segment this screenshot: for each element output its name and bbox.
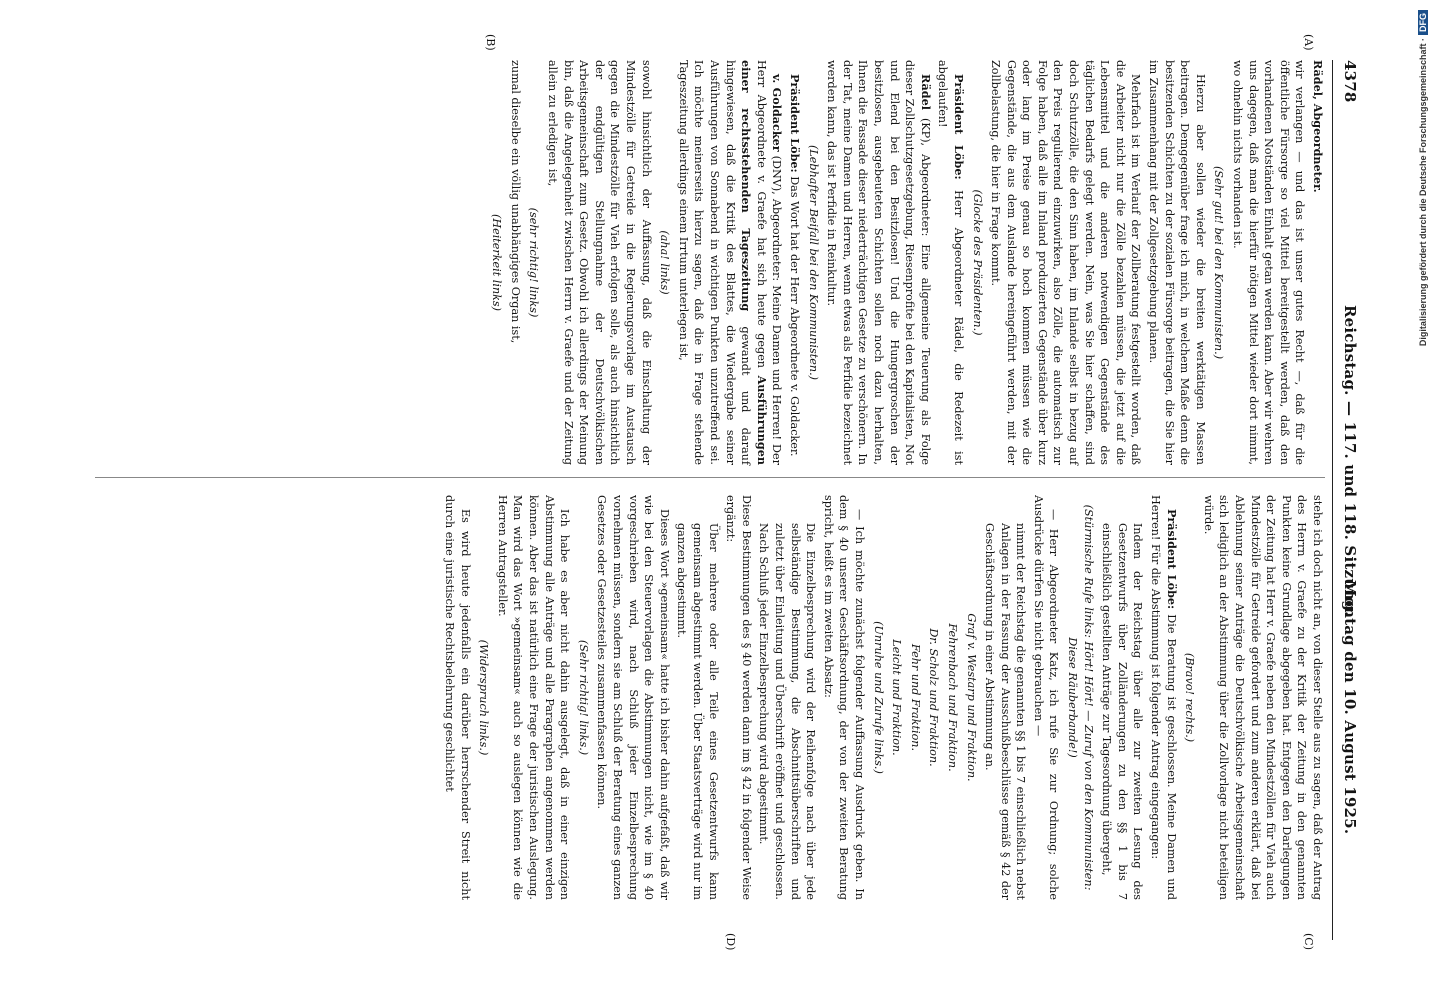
paragraph: wir verlangen — und das ist unser gutes Recht —, daß für die öffentliche Fürsorge so viel Mittel bereitgestellt werden, daß den vorhandenen Notständen Einhalt getan werden kann. Aber wir wehren uns dagegen, daß man die hierfür nötigen Mittel wieder dort nimmt, wo ohnehin nichts vorhanden ist.	[1231, 60, 1307, 465]
speaker-name: Rädel	[918, 74, 933, 110]
interjection: (Unruhe und Zurufe links.)	[871, 621, 885, 774]
speaker-name: Präsident Löbe:	[951, 74, 966, 180]
column-divider	[95, 477, 1325, 478]
speech-entry: Präsident Löbe: Das Wort hat der Herr Abgeordnete v. Goldacker.	[788, 74, 802, 457]
paragraph: Dieses Wort »gemeinsam« hatte ich bisher dahin aufgefaßt, daß wir wie bei den Steuervorlagen die Abstimmungen nicht, wie im § 40 vorgeschrieben wird, nach Schluß jeder Einzelbesprechung vornehmen müssen, sondern sie am Schluß der Beratung eines ganzen Gesetzes oder Gesetzesteiles zusammenfassen können.	[595, 495, 671, 900]
signatory: Fehrenbach und Fraktion.	[945, 623, 959, 772]
interjection: (sehr richtig! links)	[527, 207, 541, 318]
interjection: (Stürmische Rufe links: Hört! Hört! — Zuruf von den Kommunisten: Diese Räuberbande!)	[1066, 504, 1095, 891]
speech-entry: Rädel (KP), Abgeordneter: Eine allgemeine Teuerung als Folge dieser Zollschutzgesetzgebung, Riesenprofite bei den Kapitalisten, Not und Elend bei den Besitzlosen! Und die Hungergroschen der besitzlosen, ausgebeuteten Schichten sollen noch dazu herhalten, Ihnen die Fassade dieser niederträchtigen Gesetze zu verschönern. In der Tat, meine Damen und Herren, wenn etwas als Perfidie bezeichnet werden kann, das ist Perfidie in Reinkultur.	[825, 60, 933, 466]
speaker-name: Präsident Löbe:	[1164, 509, 1179, 610]
dfg-logo: DFG	[1418, 10, 1428, 35]
signatory: Graf v. Westarp und Fraktion.	[964, 613, 978, 782]
speech-entry: v. Goldacker (DNV), Abgeordneter: Meine Damen und Herren! Der Herr Abgeordnete v. Graefe hat sich heute gegen Ausführungen einer rechtsstehenden Tageszeitung gewandt und darauf hingewiesen, daß die Kritik des Blattes, die Wiedergabe seiner Ausführungen von Sonnabend in wichtigen Punkten unzutreffend sei. Ich möchte meinerseits hierzu sagen, daß die in Frage stehende Tageszeitung allerdings einem Irrtum unterlegen ist,	[676, 60, 785, 466]
speech-entry: Präsident Löbe: Die Beratung ist geschlossen. Meine Damen und Herren! Für die Abstimmung ist folgender Antrag eingegangen:	[1149, 495, 1179, 900]
paragraph: Mehrfach ist im Verlauf der Zollberatung festgestellt worden, daß die Arbeiter nicht nur die Zölle bezahlen müssen, die jetzt auf die Lebensmittel und die anderen notwendigen Gegenstände des täglichen Bedarfs gelegt werden. Nein, was Sie hier schaffen, sind doch Schutzzölle, die den Sinn haben, im Inlande selbst in bezug auf den Preis regulierend einzuwirken, also Zölle, die automatisch zur Folge haben, daß alle im Inland produzierten Gegenstände über kurz oder lang im Preise genau so hoch kommen müssen wie die Gegenstände, die aus dem Auslande hereingeführt werden, mit der Zollbelastung, die hier in Frage kommt.	[989, 60, 1143, 465]
paragraph: Ich habe es aber nicht dahin ausgelegt, daß in einer einzigen Abstimmung alle Anträge und alle Paragraphen angenommen werden können. Aber das ist natürlich eine Frage der juristischen Auslegung. Man wird das Wort »gemeinsam« auch so auslegen können wie die Herren Antragsteller.	[495, 495, 572, 900]
header-rule	[1332, 60, 1333, 940]
paragraph: — Ich möchte zunächst folgender Auffassung Ausdruck geben. In dem § 40 unserer Geschäftsordnung, der von der zweiten Beratung spricht, heißt es im zweiten Absatz:	[821, 495, 866, 900]
credit-text: Digitalisierung gefördert durch die Deutsche Forschungsgemeinschaft ·	[1418, 38, 1428, 347]
paragraph: — Herr Abgeordneter Katz, ich rufe Sie zur Ordnung; solche Ausdrücke dürfen Sie nicht gebrauchen —	[1031, 495, 1061, 900]
page-title: Reichstag. — 117. und 118. Sitzung.	[1341, 305, 1359, 617]
margin-label-a: (A)	[1302, 34, 1315, 51]
quoted-rule: Die Einzelbesprechung wird der Reihenfolge nach über jede selbständige Bestimmung, die Abschnittsüberschriften und zuletzt über Einleitung und Überschrift eröffnet und geschlossen. Nach Schluß jeder Einzelbesprechung wird abgestimmt.	[757, 523, 818, 900]
page-number: 4378	[1341, 60, 1359, 103]
interjection: (aha! links)	[658, 230, 672, 295]
quoted-motion: nimmt der Reichstag die genannten §§ 1 bis 7 einschließlich nebst Anlagen in der Fassung der Ausschußbeschlüsse gemäß § 42 der Geschäftsordnung in einer Abstimmung an.	[983, 523, 1028, 900]
signatory: Fehr und Fraktion.	[908, 643, 922, 752]
digitization-credit	[1414, 10, 1432, 990]
left-column	[486, 60, 1325, 465]
paragraph: Es wird heute jedenfalls ein darüber herrschender Streit nicht durch eine juristische Rechtsbelehrung geschlichtet	[443, 495, 472, 900]
rotated-document-page	[77, 20, 1377, 980]
margin-label-b: (B)	[484, 34, 497, 51]
speaker-name: Präsident Löbe:	[788, 74, 802, 173]
paragraph: sowohl hinsichtlich der Auffassung, daß die Einschaltung der Mindestzölle für Getreide in die Regierungsvorlage im Austausch gegen die Mindestzölle für Vieh erfolgen solle, als auch hinsichtlich der endgültigen Stellungnahme der Deutschvölkischen Arbeitsgemeinschaft zum Gesetz. Obwohl ich allerdings der Meinung bin, daß die Angelegenheit zwischen Herrn v. Graefe und der Zeitung allein zu erledigen ist,	[546, 60, 653, 465]
interjection: (Sehr gut! bei den Kommunisten.)	[1212, 165, 1226, 360]
interjection: (Bravo! rechts.)	[1183, 652, 1197, 743]
quoted-rule: Über mehrere oder alle Teile eines Gesetzentwurfs kann gemeinsam abgestimmt werden. Über Staatsverträge wird nur im ganzen abgestimmt.	[675, 523, 720, 900]
interjection: (Lebhafter Beifall bei den Kommunisten.)	[806, 145, 820, 380]
signatory: Dr. Scholz und Fraktion.	[927, 628, 941, 767]
interjection: (Glocke des Präsidenten.)	[970, 189, 984, 336]
speech-entry: Präsident Löbe: Herr Abgeordneter Rädel, die Redezeit ist abgelaufen!	[936, 60, 966, 466]
quoted-motion: Indem der Reichstag über alle zur zweiten Lesung des Gesetzentwurfs über Zolländerungen zu den §§ 1 bis 7 einschließlich gestellten Anträge zur Tagesordnung übergeht,	[1100, 523, 1145, 900]
margin-label-d: (D)	[724, 933, 737, 951]
right-column	[440, 495, 1325, 900]
paragraph: zumal dieselbe ein völlig unabhängiges Organ ist,	[508, 60, 522, 344]
interjection: (Heiterkeit links)	[490, 213, 504, 312]
interjection: (Widerspruch links.)	[477, 639, 491, 756]
margin-label-c: (C)	[1302, 933, 1315, 950]
signatory: Leicht und Fraktion.	[890, 639, 904, 756]
session-date: Montag den 10. August 1925.	[1341, 580, 1359, 835]
speaker-name: v. Goldacker	[770, 74, 785, 152]
paragraph: stehe ich doch nicht an, von dieser Stelle aus zu sagen, daß der Antrag des Herrn v. Graefe zu der Kritik der Zeitung in den genannten Punkten keine Grundlage abgegeben hat. Entgegen den Darlegungen der Zeitung hat Herr v. Graefe neben den Mindestzöllen für Vieh auch Mindestzölle für Getreide gefordert und zum anderen erklärt, daß bei Ablehnung seiner Anträge die Deutschvölkische Arbeitsgemeinschaft sich lediglich an der Abstimmung über die Zollvorlage nicht beteiligen würde.	[1201, 495, 1324, 900]
paragraph: Hierzu aber sollen wieder die breiten werktätigen Massen beitragen. Demgegenüber frage ich mich, in welchem Maße denn die besitzenden Schichten zu der sozialen Fürsorge beitragen, die Sie hier im Zusammenhang mit der Zollgesetzgebung planen.	[1147, 60, 1207, 465]
paragraph: Diese Bestimmungen des § 40 werden dann im § 42 in folgender Weise ergänzt:	[724, 495, 753, 900]
running-speaker: Rädel, Abgeordneter.	[1311, 60, 1325, 193]
interjection: (Sehr richtig! links.)	[576, 639, 590, 756]
page-header	[1333, 60, 1359, 940]
